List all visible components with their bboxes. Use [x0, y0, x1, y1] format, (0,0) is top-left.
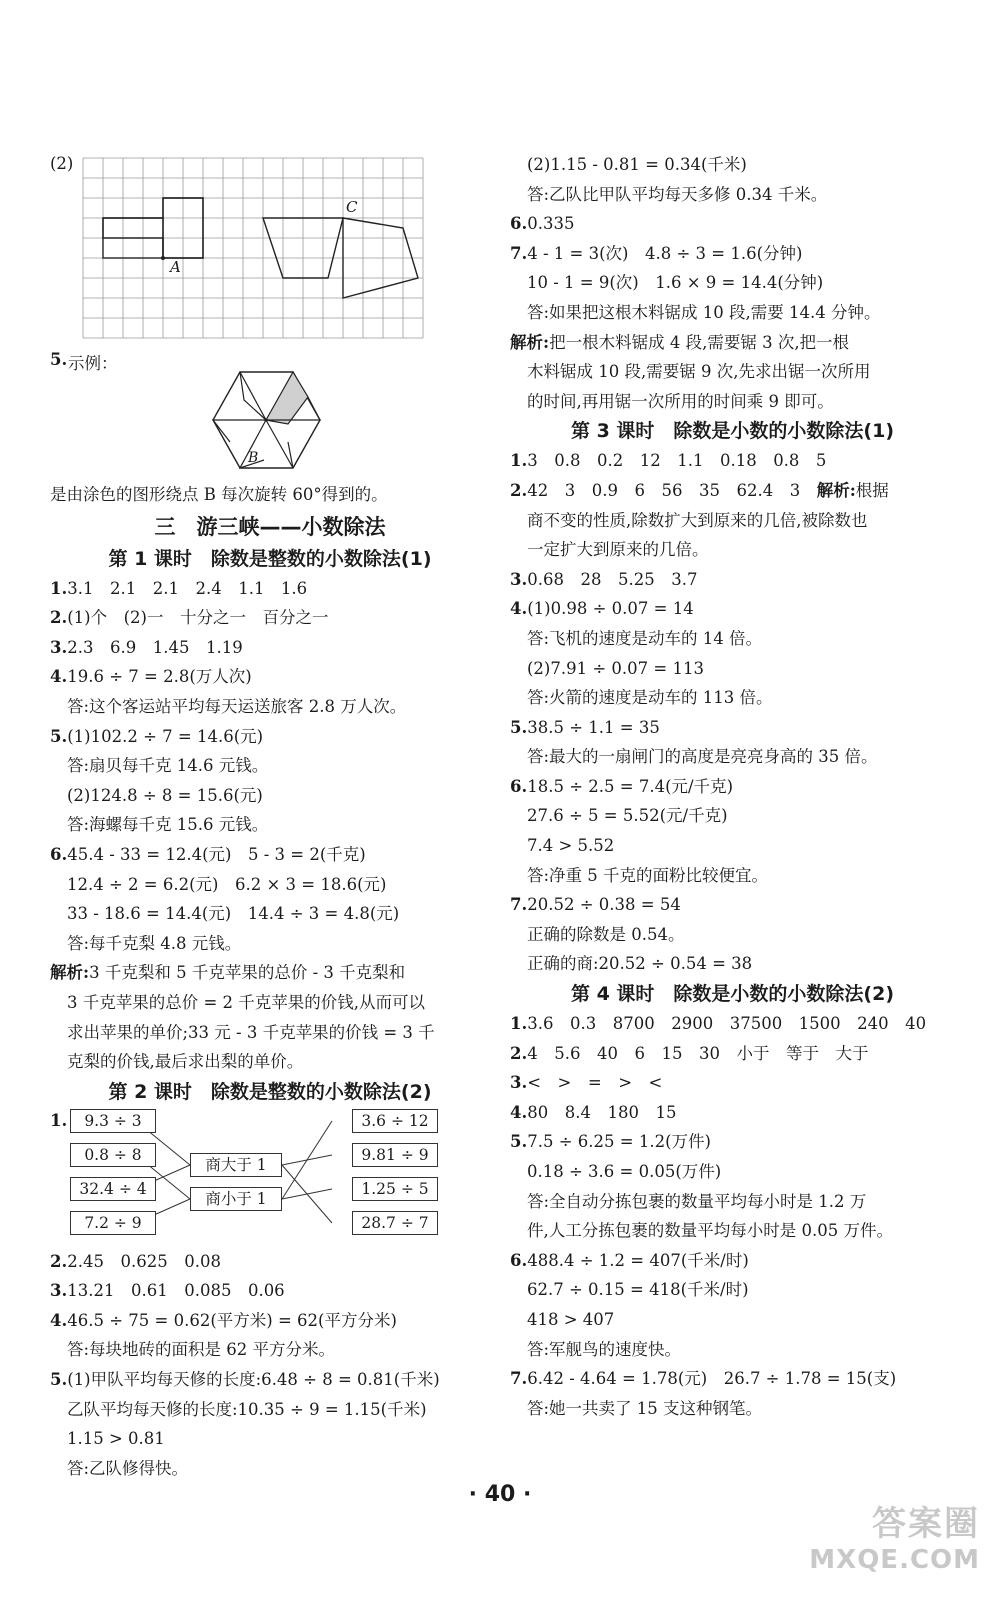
answer-line	[510, 654, 955, 684]
answer-line	[510, 298, 955, 328]
answer-line	[510, 387, 955, 417]
point-a-label: A	[170, 258, 181, 276]
question-number: 5.	[510, 717, 528, 737]
left-column	[50, 150, 490, 1483]
lesson-4-answers	[510, 1009, 955, 1423]
answer-line	[510, 624, 955, 654]
question-number: 1.	[510, 451, 528, 471]
rotation-grid-svg	[50, 150, 490, 350]
lesson-3-answers	[510, 446, 955, 979]
answer-line	[510, 831, 955, 861]
answer-text: 18.5 ÷ 2.5 = 7.4(元/千克)	[527, 776, 734, 796]
point-c-label: C	[346, 198, 358, 216]
answer-text: 克梨的价钱,最后求出梨的单价。	[67, 1052, 304, 1072]
answer-line	[50, 958, 490, 988]
match-box: 9.3 ÷ 3	[70, 1109, 156, 1133]
answer-line	[510, 535, 955, 565]
page-number: · 40 ·	[468, 1482, 532, 1507]
answer-line	[510, 949, 955, 979]
answer-text: 正确的商:20.52 ÷ 0.54 = 38	[527, 954, 753, 974]
figure-label: (2)	[50, 154, 74, 173]
answer-line	[50, 1306, 490, 1336]
answer-line	[50, 722, 490, 752]
answer-line	[510, 1364, 955, 1394]
answer-text: (1)0.98 ÷ 0.07 = 14	[527, 599, 694, 619]
answer-text: 把一根木料锯成 4 段,需要锯 3 次,把一根	[549, 332, 850, 352]
answer-line	[510, 801, 955, 831]
answer-text: 10 - 1 = 9(次) 1.6 × 9 = 14.4(分钟)	[527, 273, 824, 293]
answer-line	[510, 1246, 955, 1276]
answer-text: 正确的除数是 0.54。	[527, 924, 685, 944]
answer-text: 418 > 407	[527, 1309, 615, 1329]
question-number: 7.	[510, 243, 528, 263]
answer-text: 答:全自动分拣包裹的数量平均每小时是 1.2 万	[527, 1191, 867, 1211]
q5-text: 示例：	[68, 354, 118, 373]
answer-text: 答:如果把这根木料锯成 10 段,需要 14.4 分钟。	[527, 302, 881, 322]
answer-line	[510, 1187, 955, 1217]
answer-text: 62.7 ÷ 0.15 = 418(千米/时)	[527, 1280, 749, 1300]
question-number: 5.	[50, 726, 68, 746]
answer-text: 商不变的性质,除数扩大到原来的几倍,被除数也	[527, 510, 868, 530]
answer-line	[50, 1395, 490, 1425]
question-number: 1.	[50, 578, 68, 598]
answer-line	[510, 683, 955, 713]
lesson-2-answers-continued	[510, 150, 955, 416]
answer-line	[510, 890, 955, 920]
answer-line	[50, 692, 490, 722]
answer-text: 答:扇贝每千克 14.6 元钱。	[67, 756, 269, 776]
answer-text: 1.15 > 0.81	[67, 1429, 165, 1449]
answer-line	[50, 1276, 490, 1306]
answer-line	[50, 899, 490, 929]
answer-text: 42 3 0.9 6 56 35 62.4 3	[527, 480, 817, 500]
lesson-1-title: 第 1 课时 除数是整数的小数除法(1)	[108, 547, 432, 570]
question-number: 4.	[50, 667, 68, 687]
answer-text: 27.6 ÷ 5 = 5.52(元/千克)	[527, 806, 728, 826]
answer-text: 20.52 ÷ 0.38 = 54	[527, 895, 681, 915]
question-number: 2.	[510, 1043, 528, 1063]
answer-text: 答:这个客运站平均每天运送旅客 2.8 万人次。	[67, 696, 407, 716]
hexagon-figure	[50, 350, 490, 505]
lesson-3-title: 第 3 课时 除数是小数的小数除法(1)	[570, 420, 895, 443]
question-number: 6.	[510, 1250, 528, 1270]
answer-text: (2)7.91 ÷ 0.07 = 113	[527, 658, 704, 678]
answer-text: (2)1.15 - 0.81 = 0.34(千米)	[527, 155, 747, 174]
question-number: 2.	[510, 480, 528, 500]
answer-text: 45.4 - 33 = 12.4(元) 5 - 3 = 2(千克)	[67, 844, 366, 864]
answer-line	[510, 328, 955, 358]
answer-line	[510, 506, 955, 536]
answer-text: 0.335	[527, 214, 575, 234]
answer-text: 38.5 ÷ 1.1 = 35	[527, 717, 660, 737]
answer-text: 件,人工分拣包裹的数量平均每小时是 0.05 万件。	[527, 1221, 893, 1241]
matching-diagram	[50, 1107, 490, 1247]
question-number: 3.	[50, 637, 68, 657]
answer-line	[510, 565, 955, 595]
grid-figure	[50, 150, 490, 350]
match-box: 3.6 ÷ 12	[352, 1109, 438, 1133]
hexagon-svg	[50, 350, 490, 505]
answer-text: (1)甲队平均每天修的长度:6.48 ÷ 8 = 0.81(千米)	[67, 1370, 440, 1390]
answer-line	[50, 781, 490, 811]
answer-line	[510, 713, 955, 743]
question-number: 6.	[510, 214, 528, 234]
answer-line	[50, 988, 490, 1018]
answer-line	[50, 810, 490, 840]
question-number: 3.	[510, 569, 528, 589]
answer-line	[510, 1335, 955, 1365]
answer-line	[510, 239, 955, 269]
lesson-1-answers	[50, 574, 490, 1077]
answer-line	[50, 840, 490, 870]
answer-line	[510, 476, 955, 506]
question-number: 3.	[50, 1281, 68, 1301]
watermark-line-1: 答案圈	[872, 1504, 980, 1544]
question-number: 2.	[50, 608, 68, 628]
answer-line	[50, 603, 490, 633]
answer-text: 6.42 - 4.64 = 1.78(元) 26.7 ÷ 1.78 = 15(支)	[527, 1369, 897, 1389]
answer-text: 80 8.4 180 15	[527, 1102, 677, 1122]
answer-line	[510, 742, 955, 772]
answer-line	[50, 574, 490, 604]
analysis-label: 解析:	[510, 332, 550, 352]
analysis-label: 解析:	[50, 963, 90, 983]
answer-text: 4 5.6 40 6 15 30 小于 等于 大于	[527, 1043, 869, 1063]
answer-line	[50, 1424, 490, 1454]
lesson-4-title: 第 4 课时 除数是小数的小数除法(2)	[570, 983, 895, 1006]
match-box: 28.7 ÷ 7	[352, 1211, 438, 1235]
answer-line	[50, 1047, 490, 1077]
answer-text: 46.5 ÷ 75 = 0.62(平方米) = 62(平方分米)	[67, 1310, 397, 1330]
answer-line	[50, 1247, 490, 1277]
answer-text: < > = > <	[527, 1073, 663, 1093]
answer-text: 答:乙队比甲队平均每天多修 0.34 千米。	[527, 184, 828, 204]
answer-text: 答:火箭的速度是动车的 113 倍。	[527, 688, 773, 708]
answer-text: 答:军舰鸟的速度快。	[527, 1339, 682, 1359]
answer-line	[510, 1098, 955, 1128]
question-number: 5.	[510, 1132, 528, 1152]
answer-text: 一定扩大到原来的几倍。	[527, 540, 709, 560]
answer-text: 0.68 28 5.25 3.7	[527, 569, 698, 589]
unit-title: 三 游三峡——小数除法	[154, 514, 386, 539]
answer-text: 的时间,再用锯一次所用的时间乘 9 即可。	[527, 391, 834, 411]
answer-text: 3 千克梨和 5 千克苹果的总价 - 3 千克梨和	[89, 963, 406, 983]
answer-text: (1)个 (2)一 十分之一 百分之一	[67, 608, 329, 628]
answer-line	[50, 1365, 490, 1395]
question-number: 4.	[510, 1102, 528, 1122]
answer-line	[50, 929, 490, 959]
answer-text: 求出苹果的单价;33 元 - 3 千克苹果的价钱 = 3 千	[67, 1022, 435, 1042]
answer-text: 3.1 2.1 2.1 2.4 1.1 1.6	[67, 578, 308, 598]
answer-text: 0.18 ÷ 3.6 = 0.05(万件)	[527, 1162, 722, 1181]
answer-text: 3.6 0.3 8700 2900 37500 1500 240 40	[527, 1014, 927, 1034]
answer-text: 19.6 ÷ 7 = 2.8(万人次)	[67, 667, 252, 687]
answer-line	[510, 1305, 955, 1335]
match-box: 商大于 1	[190, 1153, 282, 1177]
answer-text: 3 千克苹果的总价 = 2 千克苹果的价钱,从而可以	[67, 992, 426, 1012]
answer-text: 木料锯成 10 段,需要锯 9 次,先求出锯一次所用	[527, 362, 871, 382]
q5-caption: 是由涂色的图形绕点 B 每次旋转 60°得到的。	[50, 485, 388, 504]
answer-line	[50, 870, 490, 900]
answer-text: 12.4 ÷ 2 = 6.2(元) 6.2 × 3 = 18.6(元)	[67, 874, 387, 894]
match-box: 商小于 1	[190, 1187, 282, 1211]
answer-line	[510, 1275, 955, 1305]
answer-text: 答:海螺每千克 15.6 元钱。	[67, 815, 269, 835]
answer-line	[510, 1394, 955, 1424]
question-number: 7.	[510, 1369, 528, 1389]
answer-line	[510, 1068, 955, 1098]
answer-text: 答:最大的一扇闸门的高度是亮亮身高的 35 倍。	[527, 747, 878, 767]
question-number: 5.	[50, 1370, 68, 1390]
question-number: 1.	[510, 1014, 528, 1034]
answer-text: 3 0.8 0.2 12 1.1 0.18 0.8 5	[527, 451, 827, 471]
q5-number: 5.	[50, 350, 68, 369]
answer-text: 4 - 1 = 3(次) 4.8 ÷ 3 = 1.6(分钟)	[527, 243, 803, 263]
answer-line	[510, 209, 955, 239]
analysis-label: 解析:	[816, 480, 856, 500]
answer-text: 乙队平均每天修的长度:10.35 ÷ 9 = 1.15(千米)	[67, 1399, 427, 1419]
answer-line	[510, 1157, 955, 1187]
lesson-2-answers	[50, 1247, 490, 1484]
answer-line	[510, 1039, 955, 1069]
answer-text: 答:每块地砖的面积是 62 平方分米。	[67, 1340, 336, 1360]
answer-line	[510, 357, 955, 387]
answer-line	[50, 662, 490, 692]
answer-line	[510, 1216, 955, 1246]
answer-line	[50, 751, 490, 781]
point-b-label: B	[248, 450, 259, 466]
answer-line	[50, 1335, 490, 1365]
watermark-line-2: MXQE.COM	[809, 1545, 980, 1575]
question-number: 2.	[50, 1251, 68, 1271]
answer-text: 33 - 18.6 = 14.4(元) 14.4 ÷ 3 = 4.8(元)	[67, 904, 400, 924]
answer-text: 答:净重 5 千克的面粉比较便宜。	[527, 865, 769, 885]
answer-line	[510, 268, 955, 298]
answer-text: 7.5 ÷ 6.25 = 1.2(万件)	[527, 1132, 711, 1152]
right-column	[510, 150, 955, 1423]
answer-line	[510, 1127, 955, 1157]
answer-text: 答:她一共卖了 15 支这种钢笔。	[527, 1398, 763, 1418]
watermark	[809, 1496, 980, 1575]
match-box: 32.4 ÷ 4	[70, 1177, 156, 1201]
answer-line	[510, 920, 955, 950]
answer-line	[50, 633, 490, 663]
answer-line	[510, 594, 955, 624]
answer-text: 2.3 6.9 1.45 1.19	[67, 637, 243, 657]
match-box: 7.2 ÷ 9	[70, 1211, 156, 1235]
question-number: 7.	[510, 895, 528, 915]
lesson-2-title: 第 2 课时 除数是整数的小数除法(2)	[108, 1080, 432, 1103]
question-number: 6.	[50, 844, 68, 864]
answer-line	[510, 180, 955, 210]
question-number: 4.	[510, 599, 528, 619]
answer-text: (1)102.2 ÷ 7 = 14.6(元)	[67, 726, 264, 746]
question-number: 3.	[510, 1073, 528, 1093]
answer-text: 2.45 0.625 0.08	[67, 1251, 221, 1271]
match-box: 0.8 ÷ 8	[70, 1143, 156, 1167]
answer-line	[50, 1018, 490, 1048]
answer-line	[510, 772, 955, 802]
answer-line	[510, 1009, 955, 1039]
answer-line	[510, 861, 955, 891]
answer-text: 13.21 0.61 0.085 0.06	[67, 1281, 285, 1301]
answer-text: 488.4 ÷ 1.2 = 407(千米/时)	[527, 1250, 749, 1270]
question-number: 6.	[510, 776, 528, 796]
answer-text: 答:飞机的速度是动车的 14 倍。	[527, 628, 763, 648]
match-box: 1.25 ÷ 5	[352, 1177, 438, 1201]
answer-text: 7.4 > 5.52	[527, 836, 615, 856]
answer-text: (2)124.8 ÷ 8 = 15.6(元)	[67, 785, 263, 805]
match-box: 9.81 ÷ 9	[352, 1143, 438, 1167]
match-number: 1.	[50, 1110, 68, 1130]
answer-line	[510, 446, 955, 476]
answer-line	[510, 150, 955, 180]
answer-text: 答:乙队修得快。	[67, 1458, 189, 1478]
answer-text: 根据	[855, 480, 889, 500]
question-number: 4.	[50, 1310, 68, 1330]
answer-text: 答:每千克梨 4.8 元钱。	[67, 933, 242, 953]
answer-line	[50, 1454, 490, 1484]
